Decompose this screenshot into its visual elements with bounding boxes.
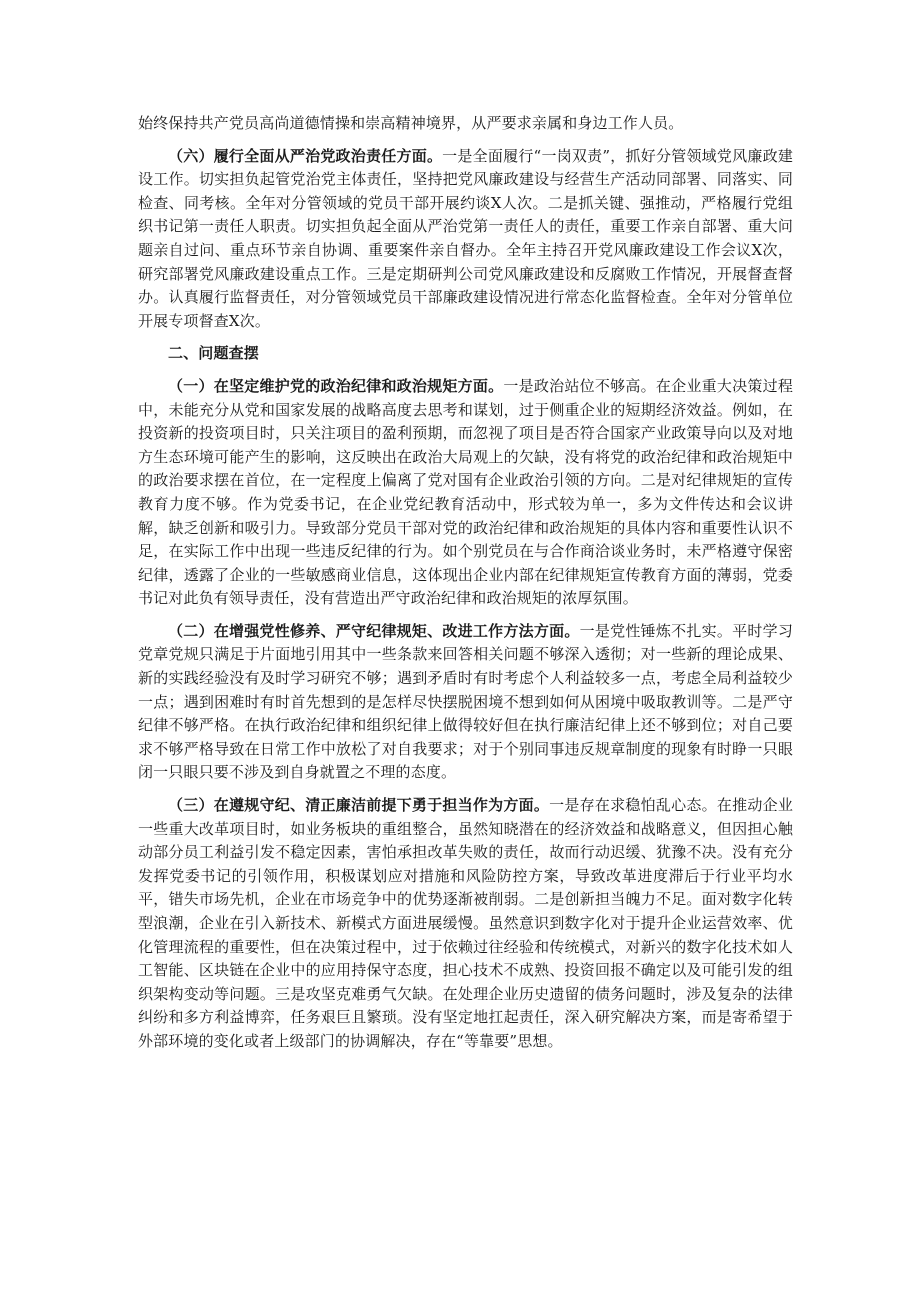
paragraph-closing-text — [138, 112, 793, 136]
paragraph-issue-three — [138, 794, 793, 1054]
paragraph-section-six — [138, 145, 793, 334]
paragraph-lead: （三）在遵规守纪、清正廉洁前提下勇于担当作为方面。 — [168, 796, 550, 815]
paragraph-text: 一是政治站位不够高。在企业重大决策过程中，未能充分从党和国家发展的战略高度去思考和谋划，过于侧重企业的短期经济效益。例如，在投资新的投资项目时，只关注项目的盈利预期，而忽视了项目是否符合国家产业政策导向以及对地方生态环境可能产生的影响，这反映出在政治大局观上的欠缺，没有将党的政治纪律和政治规矩中的政治要求摆在首位，在一定程度上偏离了党对国有企业政治引领的方向。二是对纪律规矩的宣传教育力度不够。作为党委书记，在企业党纪教育活动中，形式较为单一，多为文件传达和会议讲解，缺乏创新和吸引力。导致部分党员干部对党的政治纪律和政治规矩的具体内容和重要性认识不足，在实际工作中出现一些违反纪律的行为。如个别党员在与合作商洽谈业务时，未严格遵守保密纪律，透露了企业的一些敏感商业信息，这体现出企业内部在纪律规矩宣传教育方面的薄弱，党委书记对此负有领导责任，没有营造出严守政治纪律和政治规矩的浓厚氛围。 — [138, 376, 793, 608]
paragraph-lead: （一）在坚定维护党的政治纪律和政治规矩方面。 — [168, 376, 504, 395]
paragraph-lead: （二）在增强党性修养、严守纪律规矩、改进工作方法方面。 — [168, 621, 580, 640]
paragraph-issue-two — [138, 620, 793, 785]
paragraph-text: 一是存在求稳怕乱心态。在推动企业一些重大改革项目时，如业务板块的重组整合，虽然知晓潜在的经济效益和战略意义，但因担心触动部分员工利益引发不稳定因素，害怕承担改革失败的责任，故而行动迟缓、犹豫不决。没有充分发挥党委书记的引领作用，积极谋划应对措施和风险防控方案，导致改革进度滞后于行业平均水平，错失市场先机，企业在市场竞争中的优势逐渐被削弱。二是创新担当魄力不足。面对数字化转型浪潮，企业在引入新技术、新模式方面进展缓慢。虽然意识到数字化对于提升企业运营效率、优化管理流程的重要性，但在决策过程中，过于依赖过往经验和传统模式，对新兴的数字化技术如人工智能、区块链在企业中的应用持保守态度，担心技术不成熟、投资回报不确定以及可能引发的组织架构变动等问题。三是攻坚克难勇气欠缺。在处理企业历史遗留的债务问题时，涉及复杂的法律纠纷和多方利益博弈，任务艰巨且繁琐。没有坚定地扛起责任，深入研究解决方案，而是寄希望于外部环境的变化或者上级部门的协调解决，存在“等靠要”思想。 — [138, 796, 793, 1050]
paragraph-text: 一是全面履行“一岗双责”，抓好分管领域党风廉政建设工作。切实担负起管党治党主体责任，坚持把党风廉政建设与经营生产活动同部署、同落实、同检查、同考核。全年对分管领域的党员干部开展约谈X人次。二是抓关键、强推动，严格履行党组织书记第一责任人职责。切实担负起全面从严治党第一责任人的责任，重要工作亲自部署、重大问题亲自过问、重点环节亲自协调、重要案件亲自督办。全年主持召开党风廉政建设工作会议X次，研究部署党风廉政建设重点工作。三是定期研判公司党风廉政建设和反腐败工作情况，开展督查督办。认真履行监督责任，对分管领域党员干部廉政建设情况进行常态化监督检查。全年对分管单位开展专项督查X次。 — [138, 146, 793, 330]
paragraph-lead: （六）履行全面从严治党政治责任方面。 — [168, 146, 443, 165]
paragraph-text: 始终保持共产党员高尚道德情操和崇高精神境界，从严要求亲属和身边工作人员。 — [138, 114, 684, 132]
paragraph-issue-one — [138, 375, 793, 611]
document-page — [138, 112, 793, 1063]
section-heading: 二、问题查摆 — [168, 344, 259, 363]
paragraph-text: 一是党性锤炼不扎实。平时学习党章党规只满足于片面地引用其中一些条款来回答相关问题不够深入透彻；对一些新的理论成果、新的实践经验没有及时学习研究不够；遇到矛盾时有时考虑个人利益较多一点，考虑全局利益较少一点；遇到困难时有时首先想到的是怎样尽快摆脱困境不想到如何从困境中吸取教训等。二是严守纪律不够严格。在执行政治纪律和组织纪律上做得较好但在执行廉洁纪律上还不够到位；对自己要求不够严格导致在日常工作中放松了对自我要求；对于个别同事违反规章制度的现象有时睁一只眼闭一只眼只要不涉及到自身就置之不理的态度。 — [138, 621, 793, 782]
